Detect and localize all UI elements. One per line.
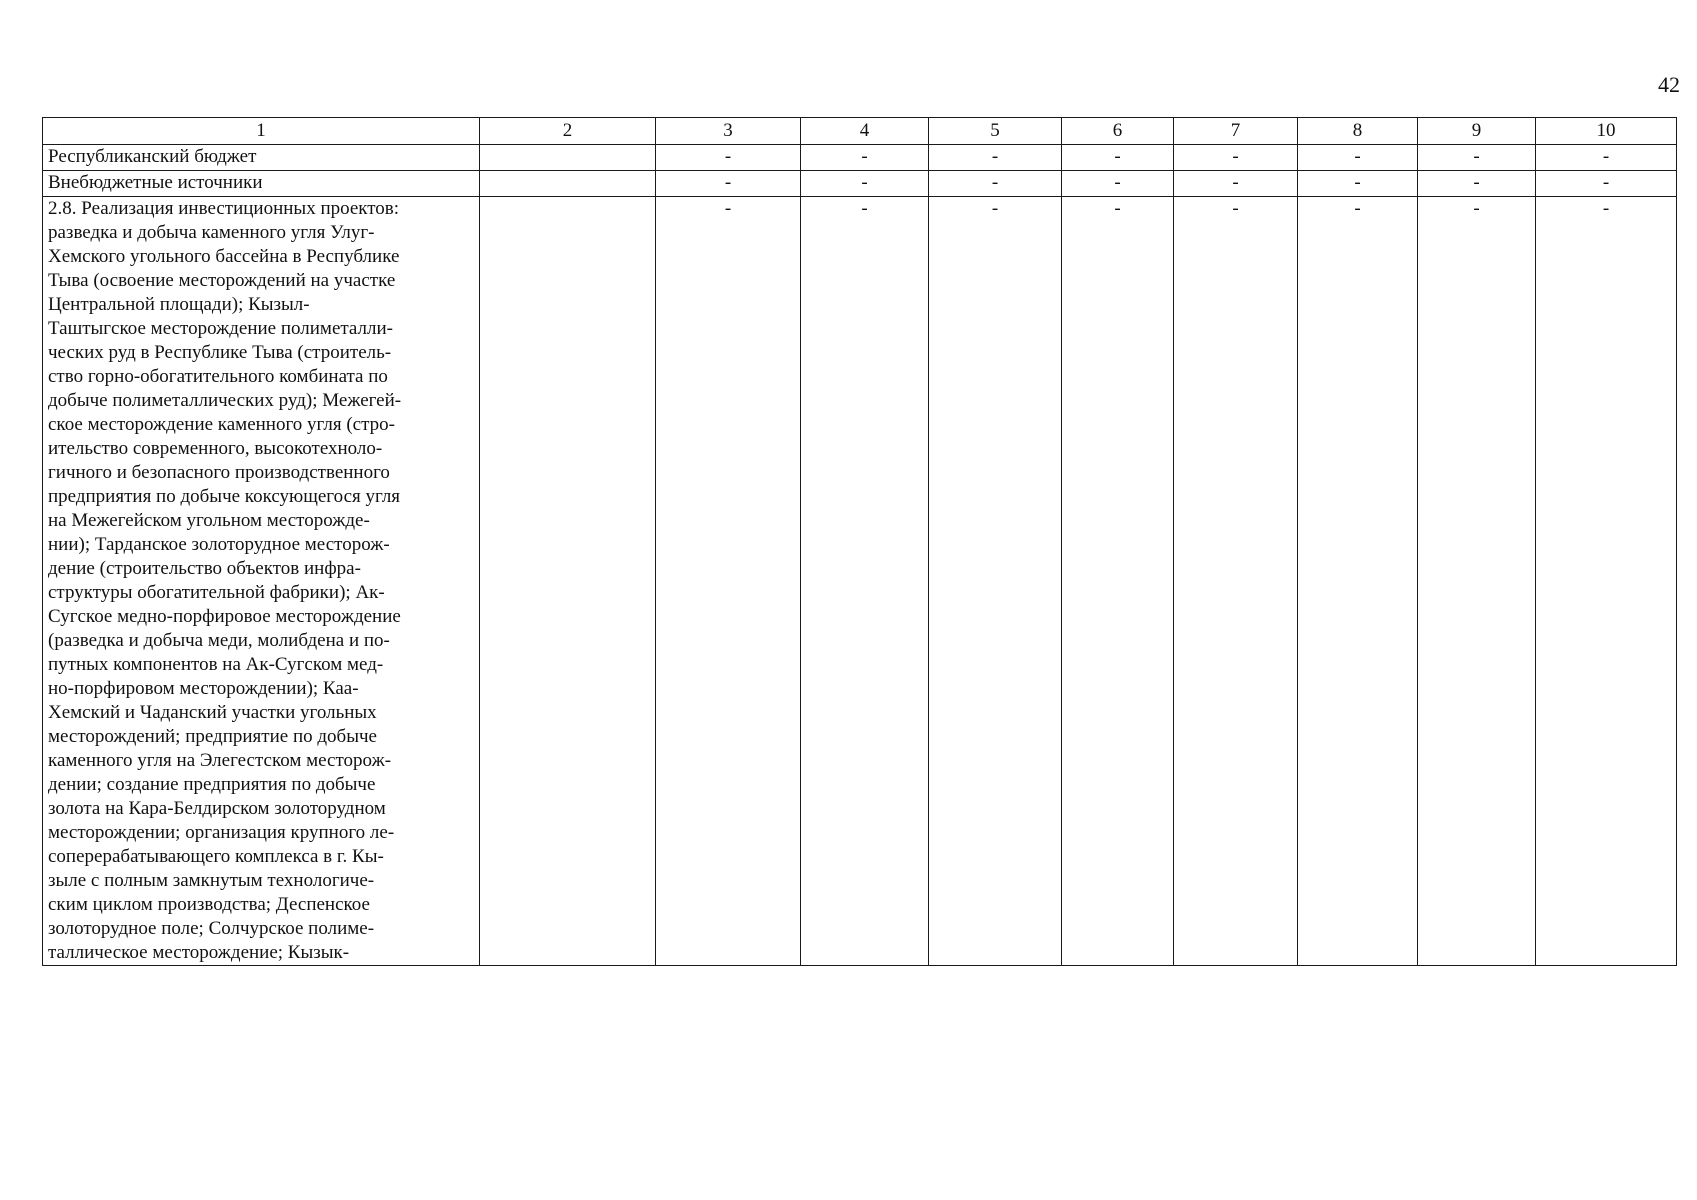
table-cell: - bbox=[929, 145, 1062, 171]
table-cell: - bbox=[801, 171, 929, 197]
table-cell bbox=[480, 171, 656, 197]
table-cell: - bbox=[1536, 145, 1677, 171]
column-header: 10 bbox=[1536, 118, 1677, 145]
header-row bbox=[43, 118, 1677, 145]
table-cell: - bbox=[656, 171, 801, 197]
table-cell: - bbox=[1298, 171, 1418, 197]
table-cell: - bbox=[1418, 171, 1536, 197]
column-header: 1 bbox=[43, 118, 480, 145]
table-cell: - bbox=[1174, 197, 1298, 966]
table-cell: - bbox=[656, 197, 801, 966]
table-cell: - bbox=[929, 197, 1062, 966]
table-cell: - bbox=[1062, 145, 1174, 171]
table-cell: - bbox=[1298, 197, 1418, 966]
column-header: 9 bbox=[1418, 118, 1536, 145]
column-header: 7 bbox=[1174, 118, 1298, 145]
table-cell: - bbox=[1174, 145, 1298, 171]
table-cell: - bbox=[1418, 145, 1536, 171]
table-row-republican-budget bbox=[43, 145, 1677, 171]
row-label: Внебюджетные источники bbox=[43, 171, 480, 197]
table-cell: - bbox=[1062, 197, 1174, 966]
table-cell: - bbox=[1174, 171, 1298, 197]
page-number: 42 bbox=[1658, 72, 1680, 97]
table-cell: - bbox=[656, 145, 801, 171]
table-cell: - bbox=[1298, 145, 1418, 171]
table-cell: - bbox=[1536, 171, 1677, 197]
table-cell: - bbox=[1418, 197, 1536, 966]
table-row-investment-projects bbox=[43, 197, 1677, 966]
column-header: 2 bbox=[480, 118, 656, 145]
table-row-extrabudgetary-sources bbox=[43, 171, 1677, 197]
table-cell bbox=[480, 145, 656, 171]
column-header: 8 bbox=[1298, 118, 1418, 145]
row-label: Республиканский бюджет bbox=[43, 145, 480, 171]
table-cell: - bbox=[1536, 197, 1677, 966]
table-cell: - bbox=[929, 171, 1062, 197]
column-header: 6 bbox=[1062, 118, 1174, 145]
table-cell bbox=[480, 197, 656, 966]
row-label-investment-projects: 2.8. Реализация инвестиционных проектов: разведка и добыча каменного угля Улуг- Хемского угольного бассейна в Республике Тыва (освоение месторождений на участке Центральной площади); Кызыл- Таштыгское месторождение полиметалли- ческих руд в Республике Тыва (строитель- ство горно-обогатительного комбината по добыче полиметаллических руд); Межегей- ское месторождение каменного угля (стро- ительство современного, высокотехноло- гичного и безопасного производственного предприятия по добыче коксующегося угля на Межегейском угольном месторожде- нии); Тарданское золоторудное месторож- дение (строительство объектов инфра- структуры обогатительной фабрики); Ак- Сугское медно-порфировое месторождение (разведка и добыча меди, молибдена и по- путных компонентов на Ак-Сугском мед- но-порфировом месторождении); Каа- Хемский и Чаданский участки угольных месторождений; предприятие по добыче каменного угля на Элегестском месторож- дении; создание предприятия по добыче золота на Кара-Белдирском золоторудном месторождении; организация крупного ле- соперерабатывающего комплекса в г. Кы- зыле с полным замкнутым технологиче- ским циклом производства; Деспенское золоторудное поле; Солчурское полиме- таллическое месторождение; Кызык- bbox=[43, 197, 480, 966]
column-header: 4 bbox=[801, 118, 929, 145]
table-cell: - bbox=[801, 145, 929, 171]
table-cell: - bbox=[1062, 171, 1174, 197]
column-header: 3 bbox=[656, 118, 801, 145]
table-cell: - bbox=[801, 197, 929, 966]
budget-table bbox=[42, 117, 1677, 966]
column-header: 5 bbox=[929, 118, 1062, 145]
